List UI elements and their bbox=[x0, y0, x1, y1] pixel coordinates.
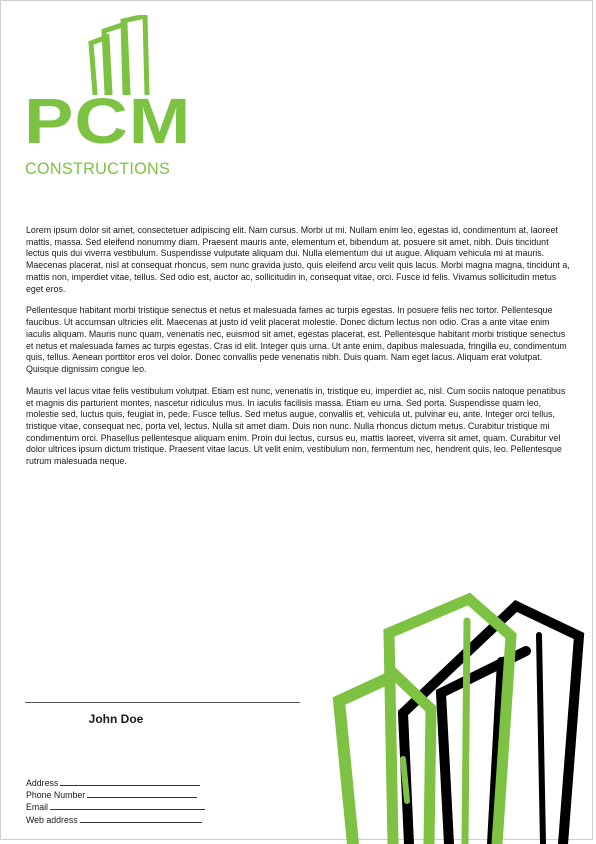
phone-blank bbox=[87, 789, 197, 798]
address-label: Address bbox=[26, 778, 59, 788]
buildings-graphic-icon bbox=[331, 591, 591, 844]
web-row bbox=[26, 814, 205, 826]
logo-subtitle: CONSTRUCTIONS bbox=[25, 160, 171, 178]
address-blank bbox=[60, 777, 200, 786]
email-label: Email bbox=[26, 802, 48, 813]
web-blank bbox=[80, 814, 202, 823]
phone-row bbox=[26, 789, 205, 801]
signatory-name: John Doe bbox=[88, 712, 144, 726]
email-row bbox=[26, 801, 205, 813]
buildings-logo-icon bbox=[21, 15, 236, 95]
logo-mark: PCM bbox=[24, 85, 192, 157]
letter-body bbox=[26, 225, 574, 478]
address-row bbox=[26, 777, 205, 789]
phone-label: Phone Number bbox=[26, 790, 86, 801]
company-logo bbox=[21, 15, 236, 178]
body-paragraph: Lorem ipsum dolor sit amet, consectetuer adipiscing elit. Nam cursus. Morbi ut mi. Nullam enim leo, egestas id, condimentum at, laoreet mattis, massa. Sed eleifend nonummy diam. Praesent mauris ante, elementum et, bibendum at, posuere sit amet, nibh. Duis tincidunt lectus quis dui viverra vestibulum. Suspendisse vulputate aliquam dui. Nulla elementum dui ut augue. Aliquam vehicula mi at mauris. Maecenas placerat, nisl at consequat rhoncus, sem nunc gravida justo, quis eleifend arcu velit quis lacus. Morbi magna magna, tincidunt a, mattis non, imperdiet vitae, tellus. Sed odio est, auctor ac, sollicitudin in, consequat vitae, orci. Fusce id felis. Vivamus sollicitudin metus eget eros. bbox=[26, 225, 570, 294]
body-paragraph: Mauris vel lacus vitae felis vestibulum volutpat. Etiam est nunc, venenatis in, tristique eu, imperdiet ac, nisl. Cum sociis natoque penatibus et magnis dis parturient montes, nascetur ridiculus mus. In iaculis facilisis massa. Etiam eu urna. Sed porta. Suspendisse quam leo, molestie sed, luctus quis, feugiat in, pede. Fusce tellus. Sed metus augue, convallis et, vehicula ut, pulvinar eu, ante. Integer orci tellus, tristique vitae, consequat nec, porta vel, lectus. Nulla sit amet diam. Duis non nunc. Nulla rhoncus dictum metus. Curabitur tristique mi condimentum orci. Phasellus pellentesque aliquam enim. Proin dui lectus, cursus eu, mattis laoreet, viverra sit amet, quam. Curabitur vel dolor ultrices ipsum dictum tristique. Praesent vitae lacus. Ut velit enim, vestibulum non, fermentum nec, hendrerit quis, leo. Pellentesque rutrum malesuada neque. bbox=[26, 385, 566, 467]
contact-block bbox=[26, 777, 205, 826]
signature-line bbox=[25, 702, 300, 703]
email-blank bbox=[50, 801, 205, 810]
body-paragraph: Pellentesque habitant morbi tristique senectus et netus et malesuada fames ac turpis egestas. In posuere felis nec tortor. Pellentesque faucibus. Ut accumsan ultricies elit. Maecenas at justo id velit placerat molestie. Donec dictum lectus non odio. Cras a ante vitae enim iaculis aliquam. Mauris nunc quam, venenatis nec, euismod sit amet, egestas placerat, est. Pellentesque habitant morbi tristique senectus et netus et malesuada fames ac turpis egestas. Cras id elit. Integer quis urna. Ut ante enim, dapibus malesuada, fringilla eu, condimentum quis, tellus. Aenean porttitor eros vel dolor. Donec convallis pede venenatis nibh. Duis quam. Nam eget lacus. Aliquam erat volutpat. Quisque dignissim congue leo. bbox=[26, 305, 567, 374]
web-label: Web address bbox=[26, 814, 78, 825]
